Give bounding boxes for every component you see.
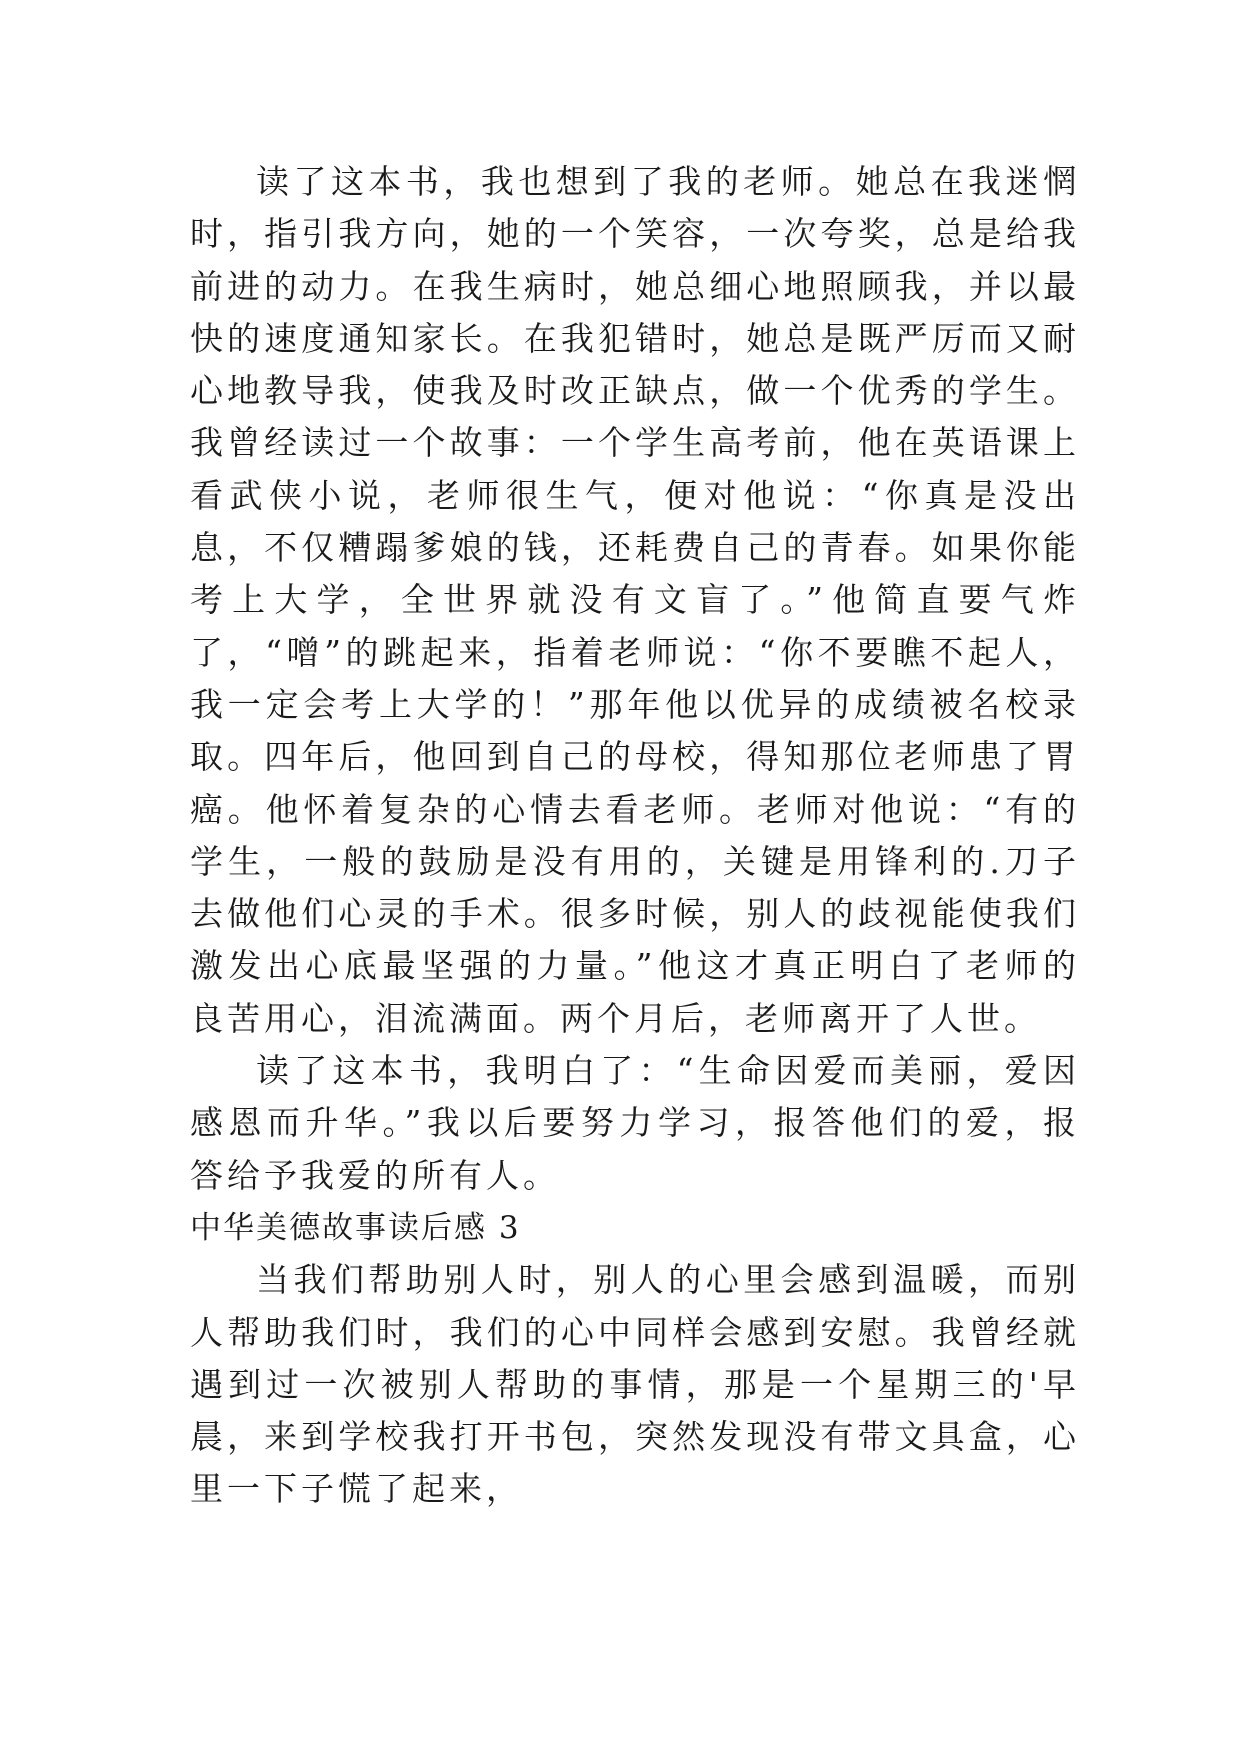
- document-body: [190, 156, 1080, 1516]
- paragraph-essay-3-intro: 当我们帮助别人时，别人的心里会感到温暖，而别人帮助我们时，我们的心中同样会感到安慰。我曾经就遇到过一次被别人帮助的事情，那是一个星期三的'早晨，来到学校我打开书包，突然发现没有带文具盒，心里一下子慌了起来，: [190, 1260, 1080, 1509]
- section-heading: 中华美德故事读后感 3: [190, 1209, 521, 1246]
- paragraph-conclusion: 读了这本书，我明白了：“生命因爱而美丽，爱因感恩而升华。”我以后要努力学习，报答他们的爱，报答给予我爱的所有人。: [190, 1051, 1080, 1195]
- paragraph-teacher-story: 读了这本书，我也想到了我的老师。她总在我迷惘时，指引我方向，她的一个笑容，一次夸奖，总是给我前进的动力。在我生病时，她总细心地照顾我，并以最快的速度通知家长。在我犯错时，她总是既严厉而又耐心地教导我，使我及时改正缺点，做一个优秀的学生。我曾经读过一个故事：一个学生高考前，他在英语课上看武侠小说，老师很生气，便对他说：“你真是没出息，不仅糟蹋爹娘的钱，还耗费自己的青春。如果你能考上大学，全世界就没有文盲了。”他简直要气炸了，“噌”的跳起来，指着老师说：“你不要瞧不起人，我一定会考上大学的！”那年他以优异的成绩被名校录取。四年后，他回到自己的母校，得知那位老师患了胃癌。他怀着复杂的心情去看老师。老师对他说：“有的学生，一般的鼓励是没有用的，关键是用锋利的.刀子去做他们心灵的手术。很多时候，别人的歧视能使我们激发出心底最坚强的力量。”他这才真正明白了老师的良苦用心，泪流满面。两个月后，老师离开了人世。: [190, 162, 1080, 1038]
